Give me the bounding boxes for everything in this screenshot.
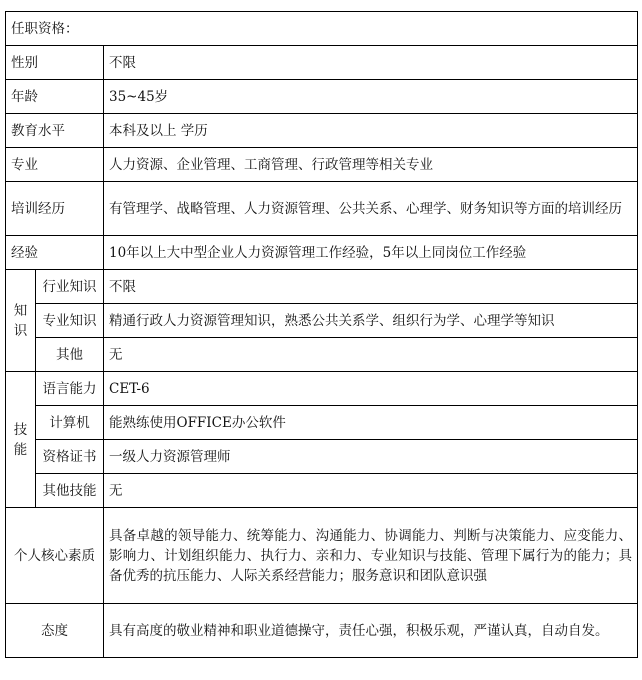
major-value: 人力资源、企业管理、工商管理、行政管理等相关专业: [104, 148, 638, 182]
core-quality-value: 具备卓越的领导能力、统筹能力、沟通能力、协调能力、判断与决策能力、应变能力、影响力、计划组织能力、执行力、亲和力、专业知识与技能、管理下属行为的能力；具备优秀的抗压能力、人际关系经营能力；服务意识和团队意识强: [104, 508, 638, 604]
table-row: [6, 440, 638, 474]
table-row: [6, 406, 638, 440]
industry-knowledge-value: 不限: [104, 270, 638, 304]
knowledge-category-cell: [6, 270, 36, 372]
certificate-label: 资格证书: [36, 440, 104, 474]
computer-label: 计算机: [36, 406, 104, 440]
language-label: 语言能力: [36, 372, 104, 406]
table-row: [6, 114, 638, 148]
certificate-value: 一级人力资源管理师: [104, 440, 638, 474]
language-value: CET-6: [104, 372, 638, 406]
table-row: [6, 372, 638, 406]
professional-knowledge-value: 精通行政人力资源管理知识，熟悉公共关系学、组织行为学、心理学等知识: [104, 304, 638, 338]
age-value: 35~45岁: [104, 80, 638, 114]
table-row: [6, 304, 638, 338]
skills-category: 技能: [13, 421, 28, 458]
qualification-table: [5, 11, 638, 658]
table-header-row: [6, 12, 638, 46]
table-row: [6, 508, 638, 604]
gender-label: 性别: [6, 46, 104, 80]
table-row: [6, 236, 638, 270]
industry-knowledge-label: 行业知识: [36, 270, 104, 304]
knowledge-category: 知识: [13, 302, 28, 339]
training-value: 有管理学、战略管理、人力资源管理、公共关系、心理学、财务知识等方面的培训经历: [104, 182, 638, 236]
table-row: [6, 338, 638, 372]
major-label: 专业: [6, 148, 104, 182]
other-knowledge-value: 无: [104, 338, 638, 372]
table-header: 任职资格：: [6, 12, 638, 46]
gender-value: 不限: [104, 46, 638, 80]
experience-value: 10年以上大中型企业人力资源管理工作经验，5年以上同岗位工作经验: [104, 236, 638, 270]
table-row: [6, 270, 638, 304]
attitude-label: 态度: [6, 604, 104, 658]
other-knowledge-label: 其他: [36, 338, 104, 372]
education-value: 本科及以上 学历: [104, 114, 638, 148]
table-row: [6, 148, 638, 182]
age-label: 年龄: [6, 80, 104, 114]
professional-knowledge-label: 专业知识: [36, 304, 104, 338]
core-quality-label: 个人核心素质: [6, 508, 104, 604]
table-row: [6, 80, 638, 114]
other-skills-label: 其他技能: [36, 474, 104, 508]
education-label: 教育水平: [6, 114, 104, 148]
table-row: [6, 474, 638, 508]
skills-category-cell: [6, 372, 36, 508]
attitude-value: 具有高度的敬业精神和职业道德操守，责任心强，积极乐观，严谨认真，自动自发。: [104, 604, 638, 658]
table-row: [6, 46, 638, 80]
table-row: [6, 182, 638, 236]
training-label: 培训经历: [6, 182, 104, 236]
experience-label: 经验: [6, 236, 104, 270]
table-row: [6, 604, 638, 658]
computer-value: 能熟练使用OFFICE办公软件: [104, 406, 638, 440]
other-skills-value: 无: [104, 474, 638, 508]
